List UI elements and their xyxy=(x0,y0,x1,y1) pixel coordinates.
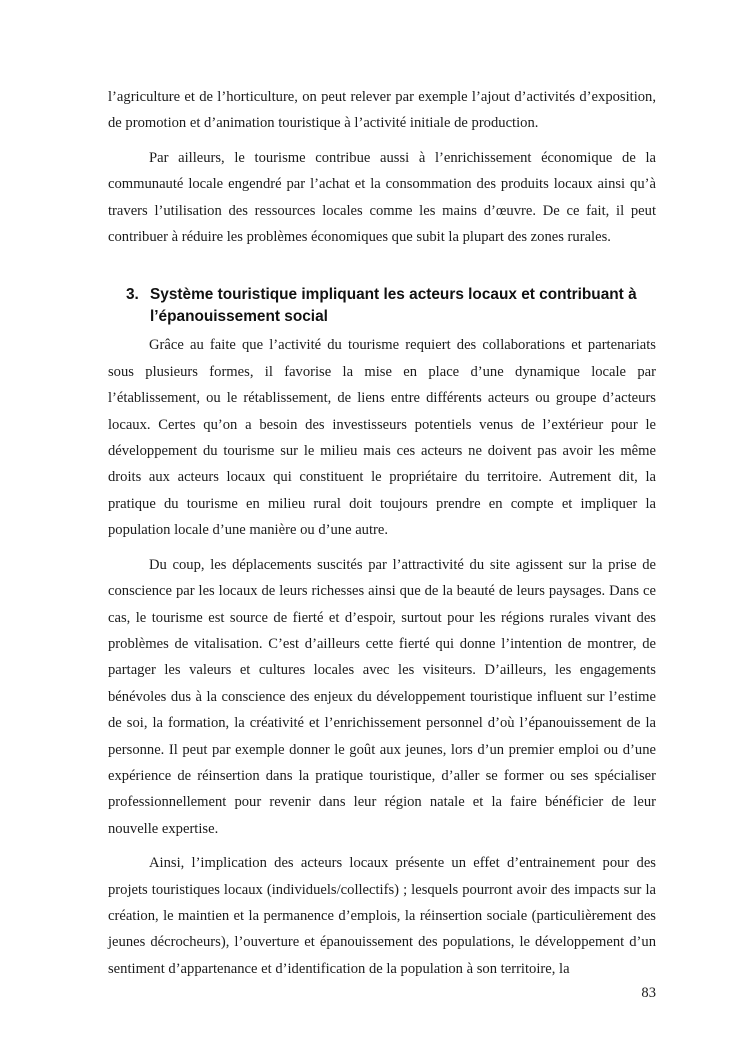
section-heading xyxy=(126,284,656,328)
paragraph: Grâce au faite que l’activité du tourisme requiert des collaborations et partenariats sous plusieurs formes, il favorise la mise en place d’une dynamique locale par l’établissement, ou le rétablissement, de liens entre différents acteurs ou groupe d’acteurs locaux. Certes qu’on a besoin des investisseurs potentiels venus de l’extérieur pour le développement du tourisme sur le milieu mais ces acteurs ne doivent pas avoir les même droits aux acteurs locaux qui constituent le propriétaire du territoire. Autrement dit, la pratique du tourisme en milieu rural doit toujours prendre en compte et impliquer la population locale d’une manière ou d’une autre. xyxy=(108,337,656,539)
section-number: 3. xyxy=(126,286,139,304)
paragraph: Du coup, les déplacements suscités par l’attractivité du site agissent sur la prise de conscience par les locaux de leurs richesses ainsi que de la beauté de leurs paysages. Dans ce cas, le tourisme est source de fierté et d’espoir, surtout pour les régions rurales vivant des problèmes de vitalisation. C’est d’ailleurs cette fierté qui donne l’intention de montrer, de partager les valeurs et cultures locales avec les visiteurs. D’ailleurs, les engagements bénévoles dus à la conscience des enjeux du développement touristique influent sur l’estime de soi, la formation, la créativité et l’enrichissement personnel d’où l’épanouissement de la personne. Il peut par exemple donner le goût aux jeunes, lors d’un premier emploi ou d’une expérience de réinsertion dans la pratique touristique, d’aller se former ou ses spécialiser professionnellement pour revenir dans leur région natale et la faire bénéficier de leur nouvelle expertise. xyxy=(108,556,656,837)
paragraph-continued: l’agriculture et de l’horticulture, on peut relever par exemple l’ajout d’activités d’exposition, de promotion et d’animation touristique à l’activité initiale de production. xyxy=(108,89,656,132)
page-number: 83 xyxy=(641,985,656,1001)
paragraph: Par ailleurs, le tourisme contribue aussi à l’enrichissement économique de la communauté locale engendré par l’achat et la consommation des produits locaux ainsi qu’à travers l’utilisation des ressources locales comme les mains d’œuvre. De ce fait, il peut contribuer à réduire les problèmes économiques que subit la plupart des zones rurales. xyxy=(108,149,656,246)
paragraph: Ainsi, l’implication des acteurs locaux présente un effet d’entrainement pour des projets touristiques locaux (individuels/collectifs) ; lesquels pourront avoir des impacts sur la création, le maintien et la permanence d’emplois, la réinsertion sociale (particulièrement des jeunes décrocheurs), l’ouverture et épanouissement des populations, le développement d’un sentiment d’appartenance et d’identification de la population à son territoire, la xyxy=(108,855,656,977)
section-title: Système touristique impliquant les acteurs locaux et contribuant à l’épanouissement social xyxy=(150,286,637,326)
page-body xyxy=(108,84,656,982)
